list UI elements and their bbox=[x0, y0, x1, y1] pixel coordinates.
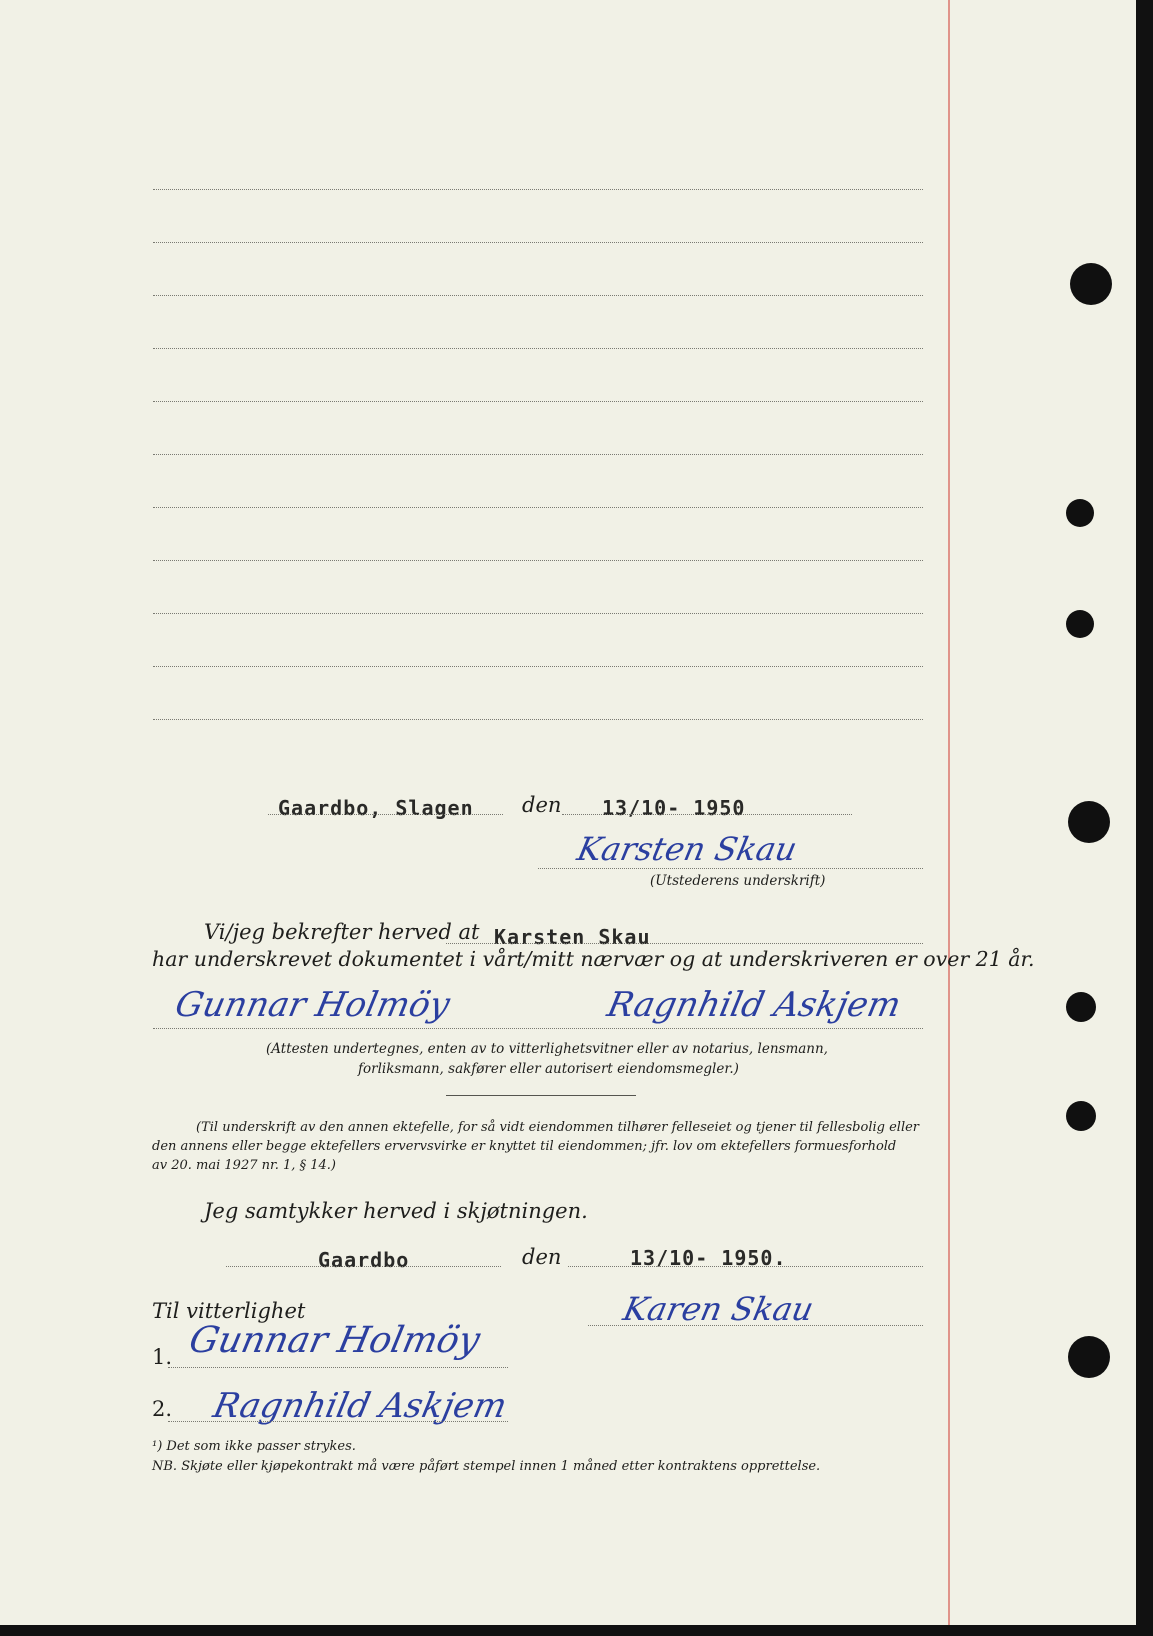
attest-note-line2: forliksmann, sakfører eller autorisert eiendomsmegler.) bbox=[358, 1061, 739, 1077]
witness-heading: Til vitterlighet bbox=[152, 1299, 306, 1323]
divider bbox=[446, 1095, 636, 1096]
spouse-signature-line bbox=[588, 1325, 923, 1326]
punch-hole bbox=[1066, 1101, 1096, 1131]
consent-date: 13/10- 1950. bbox=[630, 1246, 787, 1270]
blank-line bbox=[153, 348, 923, 349]
issuer-signature-line bbox=[538, 868, 923, 869]
attest-signature-line bbox=[153, 1028, 923, 1029]
spouse-note-line2: den annens eller begge ektefellers ervervsvirke er knyttet til eiendommen; jfr. lov om ektefellers formuesforhold bbox=[152, 1139, 897, 1154]
consent-date-line bbox=[568, 1266, 923, 1267]
blank-line bbox=[153, 189, 923, 190]
attest-name-line bbox=[446, 943, 923, 944]
consent-text: Jeg samtykker herved i skjøtningen. bbox=[204, 1199, 588, 1223]
footnote-1: ¹) Det som ikke passer strykes. bbox=[152, 1439, 356, 1454]
den-label: den bbox=[522, 793, 562, 817]
spouse-note-line3: av 20. mai 1927 nr. 1, § 14.) bbox=[152, 1158, 336, 1173]
blank-line bbox=[153, 719, 923, 720]
punch-hole bbox=[1066, 499, 1094, 527]
witness-line-1 bbox=[168, 1367, 508, 1368]
spouse-note-line1: (Til underskrift av den annen ektefelle, for så vidt eiendommen tilhører felleseiet og tjener til fellesbolig eller bbox=[196, 1120, 920, 1135]
blank-line bbox=[153, 295, 923, 296]
margin-line bbox=[948, 0, 950, 1625]
witness-signature-1: Gunnar Holmöy bbox=[171, 985, 454, 1025]
witness-list-signature-2: Ragnhild Askjem bbox=[209, 1386, 511, 1426]
punch-hole bbox=[1066, 610, 1094, 638]
place-line bbox=[268, 814, 503, 815]
attest-line2: har underskrevet dokumentet i vårt/mitt nærvær og at underskriveren er over 21 år. bbox=[152, 947, 1035, 971]
issuer-caption: (Utstederens underskrift) bbox=[650, 873, 826, 889]
blank-line bbox=[153, 242, 923, 243]
witness-list-signature-1: Gunnar Holmöy bbox=[185, 1320, 484, 1361]
punch-hole bbox=[1068, 801, 1110, 843]
attest-note-line1: (Attesten undertegnes, enten av to vitterlighetsvitner eller av notarius, lensmann, bbox=[266, 1041, 828, 1057]
date-line bbox=[562, 814, 852, 815]
place-typed: Gaardbo, Slagen bbox=[278, 796, 474, 820]
blank-line bbox=[153, 666, 923, 667]
blank-line bbox=[153, 507, 923, 508]
punch-hole bbox=[1070, 263, 1112, 305]
witness-number-1: 1. bbox=[152, 1345, 173, 1369]
issuer-signature: Karsten Skau bbox=[573, 830, 801, 868]
blank-line bbox=[153, 401, 923, 402]
blank-line bbox=[153, 454, 923, 455]
punch-hole bbox=[1068, 1336, 1110, 1378]
attest-signer-name: Karsten Skau bbox=[494, 925, 651, 949]
footnote-2: NB. Skjøte eller kjøpekontrakt må være påført stempel innen 1 måned etter kontraktens opprettelse. bbox=[152, 1459, 821, 1474]
date-typed: 13/10- 1950 bbox=[602, 796, 746, 820]
witness-line-2 bbox=[168, 1421, 508, 1422]
blank-line bbox=[153, 613, 923, 614]
attest-line1-prefix: Vi/jeg bekrefter herved at bbox=[204, 920, 480, 944]
consent-place: Gaardbo bbox=[318, 1248, 410, 1272]
witness-number-2: 2. bbox=[152, 1397, 173, 1421]
witness-signature-2: Ragnhild Askjem bbox=[603, 985, 905, 1025]
consent-place-line bbox=[226, 1266, 501, 1267]
punch-hole bbox=[1066, 992, 1096, 1022]
consent-den-label: den bbox=[522, 1245, 562, 1269]
blank-line bbox=[153, 560, 923, 561]
spouse-signature: Karen Skau bbox=[619, 1290, 818, 1328]
